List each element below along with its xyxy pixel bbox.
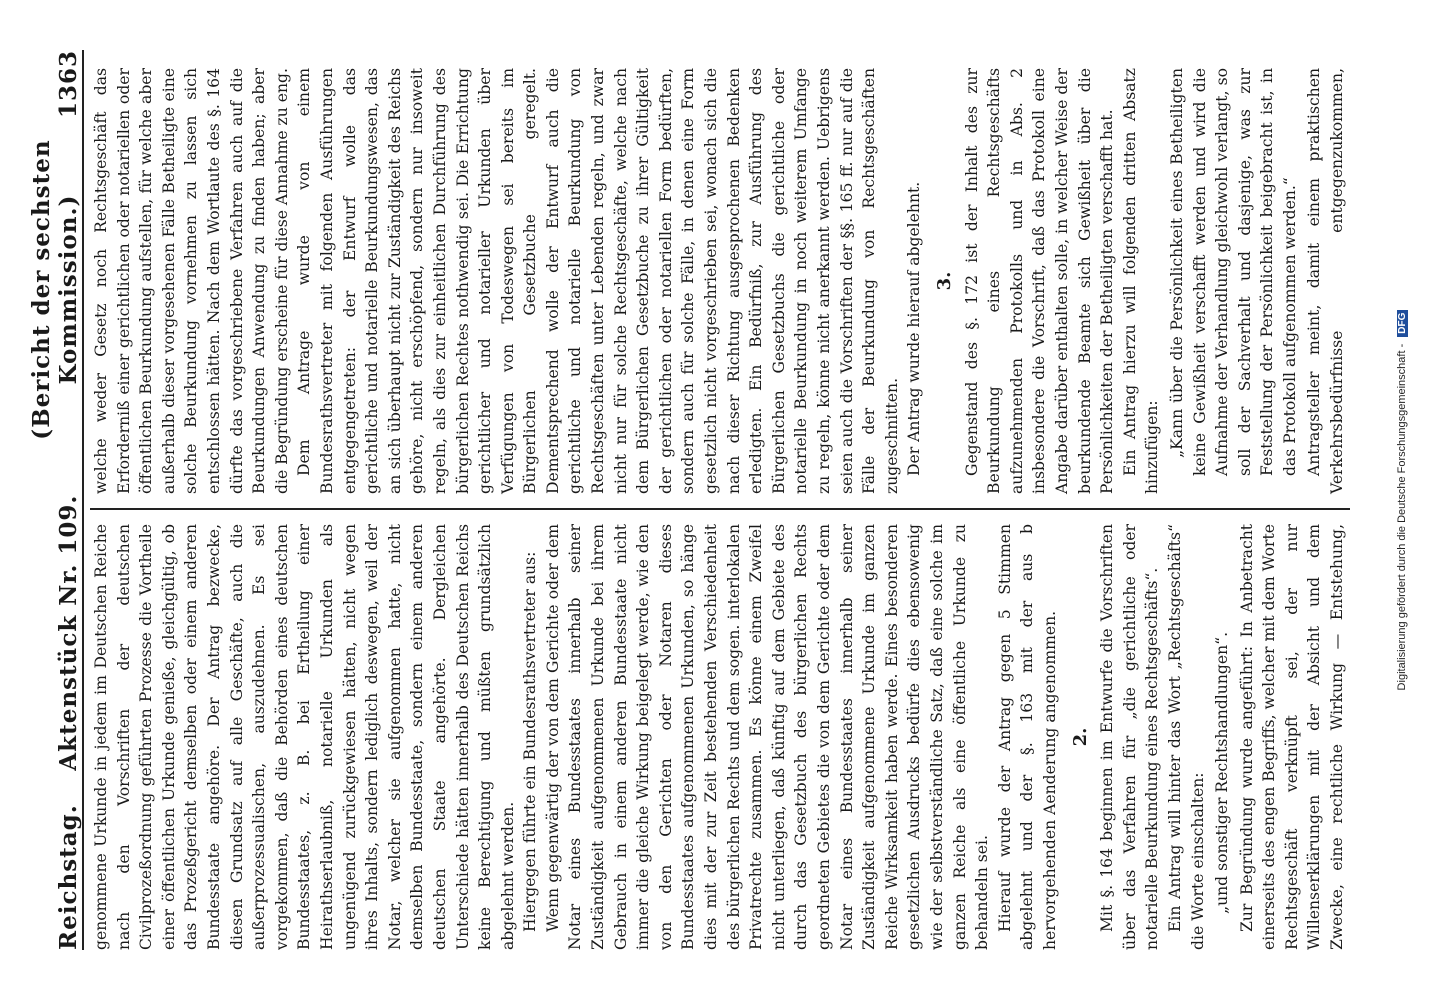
left-quote-1: „und sonstiger Rechtshandlungen“. [1213, 631, 1232, 914]
left-paragraph-3: Wenn gegenwärtig der von dem Gerichte oder dem Notar eines Bundesstaates innerhalb seiner Zuständigkeit aufgenommenen Urkunde bei ihrem Gebrauch in einem anderen Bundesstaate nicht immer die gleiche Wirkung beigelegt werde, wie den von den Gerichten oder Notaren dieses Bundesstaates aufgenommenen Urkunden, so hänge dies mit der zur Zeit bestehenden Verschiedenheit des bürgerlichen Rechts und dem sogen. interlokalen Privatrechte zusammen. Es könne einem Zweifel nicht unterliegen, daß künftig auf dem Gebiete des durch das Gesetzbuch des bürgerlichen Rechts geordneten Gebietes die von dem Gerichte oder dem Notar eines Bundesstaates innerhalb seiner Zuständigkeit aufgenommene Urkunde im ganzen Reiche Wirksamkeit haben werde. Eines besonderen gesetzlichen Ausdrucks bedürfe dies ebensowenig wie der selbstverständliche Satz, daß eine solche im ganzen Reiche als eine öffentliche Urkunde zu behandeln sei. [543, 524, 992, 950]
left-column [90, 510, 1350, 950]
left-paragraph-1: genommene Urkunde in jedem im Deutschen Reiche nach den Vorschriften der deutschen Civilprozeßordnung geführten Prozesse die Vortheile einer öffentlichen Urkunde genieße, gleichgültig, ob das Prozeßgericht demselben oder einem anderen Bundesstaate angehöre. Der Antrag bezwecke, diesen Grundsatz auf alle Geschäfte, auch die außerprozessualischen, auszudehnen. Es sei vorgekommen, daß die Behörden eines deutschen Bundesstaates, z. B. bei Ertheilung einer Heirathserlaubniß, notarielle Urkunden als ungenügend zurückgewiesen hätten, nicht wegen ihres Inhalts, sondern lediglich deswegen, weil der Notar, welcher sie aufgenommen hatte, nicht demselben Bundesstaate, sondern einem anderen deutschen Staate angehörte. Dergleichen Unterschiede hätten innerhalb des Deutschen Reichs keine Berechtigung und müßten grundsätzlich abgelehnt werden. [92, 524, 517, 950]
digitization-credit-text: Digitalisierung gefördert durch die Deutsche Forschungsgemeinschaft - [1396, 343, 1408, 691]
column-divider [90, 508, 1350, 510]
left-paragraph-2: Hiergegen führte ein Bundesrathsvertreter aus: [521, 551, 540, 932]
section-number-2: 2. [1069, 727, 1091, 747]
right-paragraph-3: Der Antrag wurde hierauf abgelehnt. [905, 181, 924, 476]
left-paragraph-6: Ein Antrag will hinter das Wort „Rechtsgeschäfts“ die Worte einschalten: [1165, 524, 1207, 950]
header-subcenter: (Bericht der sechsten Kommission.) [28, 139, 82, 440]
right-paragraph-2: Dem Antrage wurde von einem Bundesrathsvertreter mit folgenden Ausführungen entgegengetreten: der Entwurf wolle das gerichtliche und notarielle Beurkundungswesen, das an sich überhaupt nicht zur Zuständigkeit des Reichs gehöre, nicht erschöpfend, sondern nur insoweit regeln, als dies zur einheitlichen Durchführung des bürgerlichen Rechtes nothwendig sei. Die Errichtung gerichtlicher und notarieller Urkunden über Verfügungen von Todeswegen sei bereits im Bürgerlichen Gesetzbuche geregelt. Dementsprechend wolle der Entwurf auch die gerichtliche und notarielle Beurkundung von Rechtsgeschäften unter Lebenden regeln, und zwar nicht nur für solche Rechtsgeschäfte, welche nach dem Bürgerlichen Gesetzbuche zu ihrer Gültigkeit der gerichtlichen oder notariellen Form bedürften, sondern auch für solche Fälle, in denen eine Form gesetzlich nicht vorgeschrieben sei, wonach sich die nach dieser Richtung ausgesprochenen Bedenken erledigten. Ein Bedürfniß, zur Ausführung des Bürgerlichen Gesetzbuchs die gerichtliche oder notarielle Beurkundung in noch weiterem Umfange zu regeln, könne nicht anerkannt werden. Uebrigens seien auch die Vorschriften der §§. 165 ff. nur auf die Fälle der Beurkundung von Rechtsgeschäften zugeschnitten. [295, 68, 901, 494]
left-paragraph-7: Zur Begründung wurde angeführt: In Anbetracht einerseits des engen Begriffs, welcher mit dem Worte Rechtsgeschäft verknüpft sei, der nur Willenserklärungen mit der Absicht und dem Zwecke, eine rechtliche Wirkung — Entstehung, [1237, 524, 1347, 950]
left-paragraph-5: Mit §. 164 beginnen im Entwurfe die Vorschriften über das Verfahren für „die gerichtliche oder notarielle Beurkundung eines Rechtsgeschäfts“. [1098, 524, 1162, 950]
right-paragraph-5: Ein Antrag hierzu will folgenden dritten Absatz hinzufügen: [1120, 68, 1162, 494]
page-number: 1363 [55, 49, 82, 118]
text-columns [90, 50, 1350, 950]
right-paragraph-4: Gegenstand des §. 172 ist der Inhalt des zur Beurkundung eines Rechtsgeschäfts aufzunehmenden Protokolls und in Abs. 2 insbesondere die Vorschrift, daß das Protokoll eine Angabe darüber enthalten solle, in welcher Weise der beurkundende Beamte sich Gewißheit über die Persönlichkeiten der Betheiligten verschafft hat. [962, 68, 1117, 494]
right-paragraph-6: Antragsteller meint, damit einem praktischen Verkehrsbedürfnisse entgegenzukommen, [1305, 68, 1347, 494]
dfg-logo: DFG [1397, 310, 1408, 337]
right-quote-1: „Kann über die Persönlichkeit eines Betheiligten keine Gewißheit verschafft werden und wird die Aufnahme der Verhandlung gleichwohl verlangt, so soll der Sachverhalt und dasjenige, was zur Feststellung der Persönlichkeit beigebracht ist, in das Protokoll aufgenommen werden.“ [1167, 68, 1299, 476]
header-center: Aktenstück Nr. 109. [55, 494, 82, 771]
right-column [90, 68, 1350, 508]
right-paragraph-1: welche weder Gesetz noch Rechtsgeschäft das Erforderniß einer gerichtlichen oder notariellen oder öffentlichen Beurkundung aufstellen, für welche aber außerhalb dieser vorgesehenen Fälle Betheiligte eine solche Beurkundung vornehmen zu lassen sich entschlossen hätten. Nach dem Wortlaute des §. 164 dürfte das vorgeschriebene Verfahren auch auf die Beurkundungen Anwendung zu finden haben; aber die Begründung erscheine für diese Annahme zu eng. [92, 68, 291, 494]
section-number-3: 3. [933, 271, 955, 291]
header-left: Reichstag. [55, 804, 82, 950]
left-paragraph-4: Hierauf wurde der Antrag gegen 5 Stimmen abgelehnt und der §. 163 mit der aus b hervorgehenden Aenderung angenommen. [995, 524, 1059, 950]
digitization-credit [1396, 5, 1408, 995]
scanned-page [30, 20, 1370, 980]
page-header [30, 50, 84, 950]
